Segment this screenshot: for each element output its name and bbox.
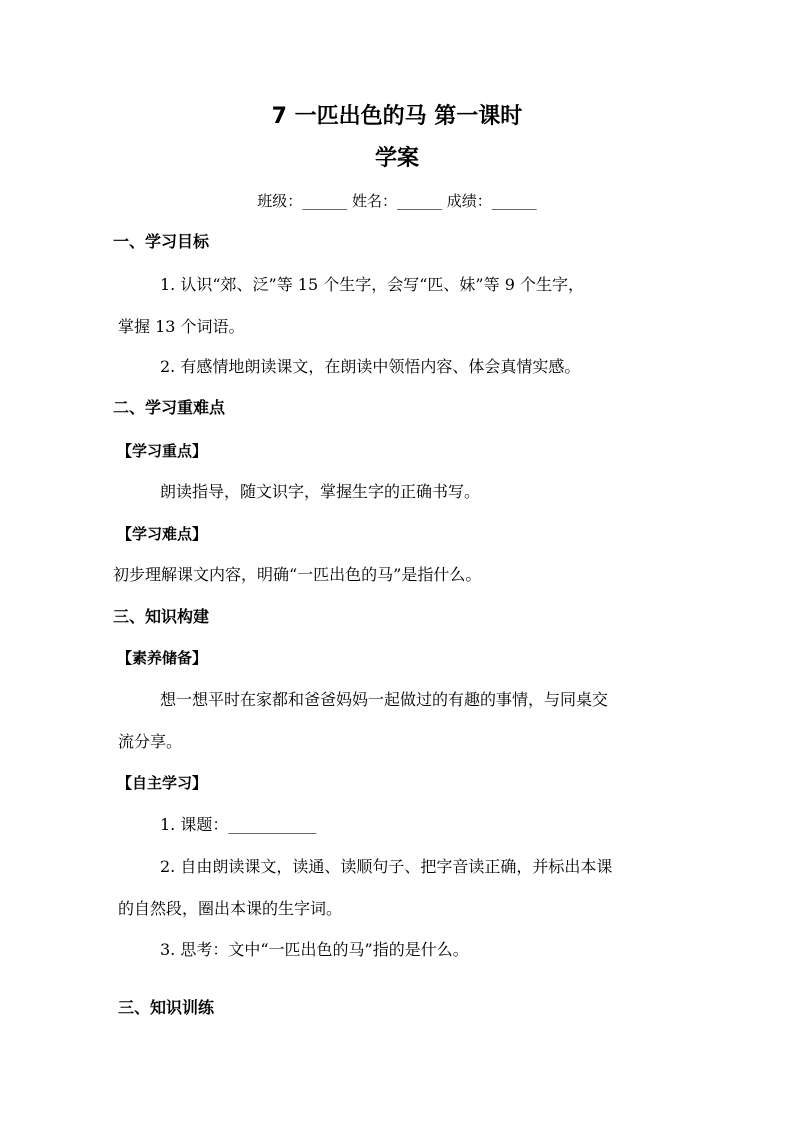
objective-1-line-2: 掌握 13 个词语。 bbox=[118, 317, 245, 336]
student-info-line: 班级：______ 姓名：______ 成绩：______ bbox=[257, 192, 537, 210]
self-study-question-2-line-2: 的自然段，圈出本课的生字词。 bbox=[118, 899, 343, 918]
label-self-study: 【自主学习】 bbox=[117, 774, 208, 792]
self-study-question-3: 3. 思考：文中“一匹出色的马”指的是什么。 bbox=[160, 940, 469, 959]
objective-1-line-1: 1. 认识“郊、泛”等 15 个生字，会写“匹、妹”等 9 个生字， bbox=[160, 275, 584, 294]
section-heading-knowledge-training: 三、知识训练 bbox=[118, 998, 215, 1017]
document-title: 7 一匹出色的马 第一课时 bbox=[271, 104, 523, 129]
label-key-point: 【学习重点】 bbox=[117, 442, 208, 460]
preparation-text-line-1: 想一想平时在家都和爸爸妈妈一起做过的有趣的事情，与同桌交 bbox=[160, 690, 609, 709]
label-preparation: 【素养储备】 bbox=[117, 649, 208, 667]
document-subtitle: 学案 bbox=[374, 146, 419, 171]
label-difficulty: 【学习难点】 bbox=[117, 525, 208, 543]
self-study-question-1: 1. 课题：___________ bbox=[160, 815, 317, 834]
section-heading-objectives: 一、学习目标 bbox=[113, 232, 210, 251]
preparation-text-line-2: 流分享。 bbox=[118, 732, 183, 751]
objective-2: 2. 有感情地朗读课文，在朗读中领悟内容、体会真情实感。 bbox=[160, 357, 581, 376]
self-study-question-2-line-1: 2. 自由朗读课文，读通、读顺句子、把字音读正确，并标出本课 bbox=[160, 857, 613, 876]
key-point-text: 朗读指导，随文识字，掌握生字的正确书写。 bbox=[160, 482, 481, 501]
difficulty-text: 初步理解课文内容，明确“一匹出色的马”是指什么。 bbox=[113, 565, 482, 584]
section-heading-key-points: 二、学习重难点 bbox=[113, 398, 226, 417]
section-heading-knowledge-building: 三、知识构建 bbox=[113, 607, 210, 626]
